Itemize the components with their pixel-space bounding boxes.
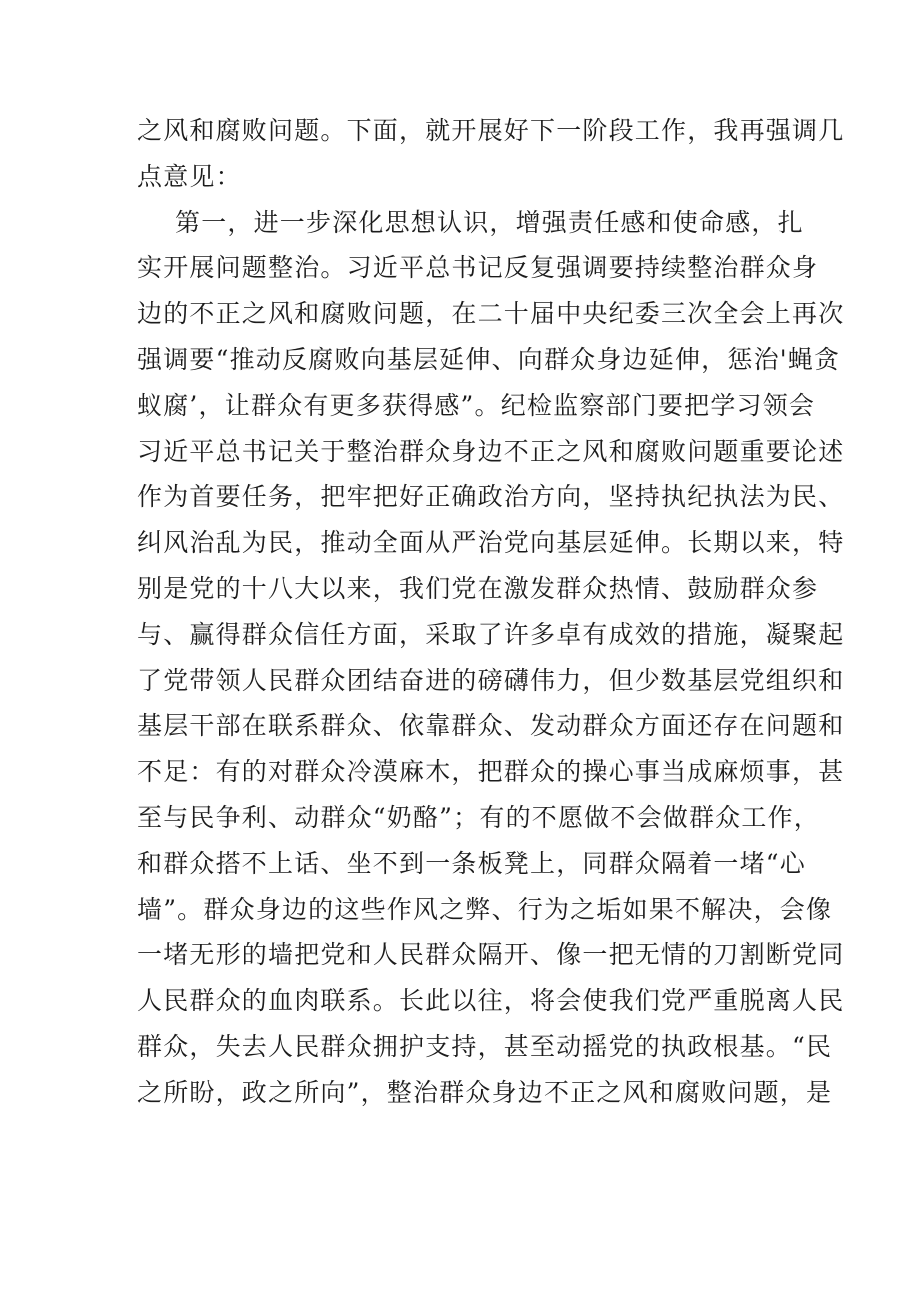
text-line: 纠风治乱为民，推动全面从严治党向基层延伸。长期以来，特 — [137, 528, 845, 558]
text-line: 之风和腐败问题。下面，就开展好下一阶段工作，我再强调几 — [137, 116, 845, 145]
text-line: 人民群众的血肉联系。长此以往，将会使我们党严重脱离人民 — [137, 986, 845, 1016]
text-line: 了党带领人民群众团结奋进的磅礴伟力，但少数基层党组织和 — [137, 665, 845, 695]
text-line: 群众，失去人民群众拥护支持，甚至动摇党的执政根基。“民 — [137, 1031, 833, 1061]
text-line: 基层干部在联系群众、依靠群众、发动群众方面还存在问题和 — [137, 711, 845, 741]
text-line: 墙”。群众身边的这些作风之弊、行为之垢如果不解决，会像 — [137, 894, 833, 924]
text-line: 之所盼，政之所向”，整治群众身边不正之风和腐败问题，是 — [137, 1077, 833, 1107]
paragraph-1 — [137, 108, 845, 200]
text-line: 强调要“推动反腐败向基层延伸、向群众身边延伸，惩治'蝇贪 — [137, 344, 841, 374]
paragraph-2 — [137, 200, 845, 1116]
text-line: 与、赢得群众信任方面，采取了许多卓有成效的措施，凝聚起 — [137, 619, 845, 649]
text-line: 边的不正之风和腐败问题，在二十届中央纪委三次全会上再次 — [137, 299, 845, 329]
text-line: 点意见： — [137, 161, 242, 191]
text-line: 蚁腐’，让群众有更多获得感”。纪检监察部门要把学习领会 — [137, 390, 816, 420]
text-line: 别是党的十八大以来，我们党在激发群众热情、鼓励群众参 — [137, 573, 819, 603]
text-line: 一堵无形的墙把党和人民群众隔开、像一把无情的刀割断党同 — [137, 940, 845, 970]
text-line: 不足：有的对群众冷漠麻木，把群众的操心事当成麻烦事，甚 — [137, 757, 845, 787]
text-line: 和群众搭不上话、坐不到一条板凳上，同群众隔着一堵“心 — [137, 848, 806, 878]
text-line: 至与民争利、动群众“奶酪”；有的不愿做不会做群众工作， — [137, 802, 820, 832]
text-line: 作为首要任务，把牢把好正确政治方向，坚持执纪执法为民、 — [137, 482, 845, 512]
text-line: 习近平总书记关于整治群众身边不正之风和腐败问题重要论述 — [137, 436, 845, 466]
text-line: 第一，进一步深化思想认识，增强责任感和使命感，扎 — [175, 207, 804, 237]
body-text — [137, 108, 845, 1116]
text-line: 实开展问题整治。习近平总书记反复强调要持续整治群众身 — [137, 253, 819, 283]
